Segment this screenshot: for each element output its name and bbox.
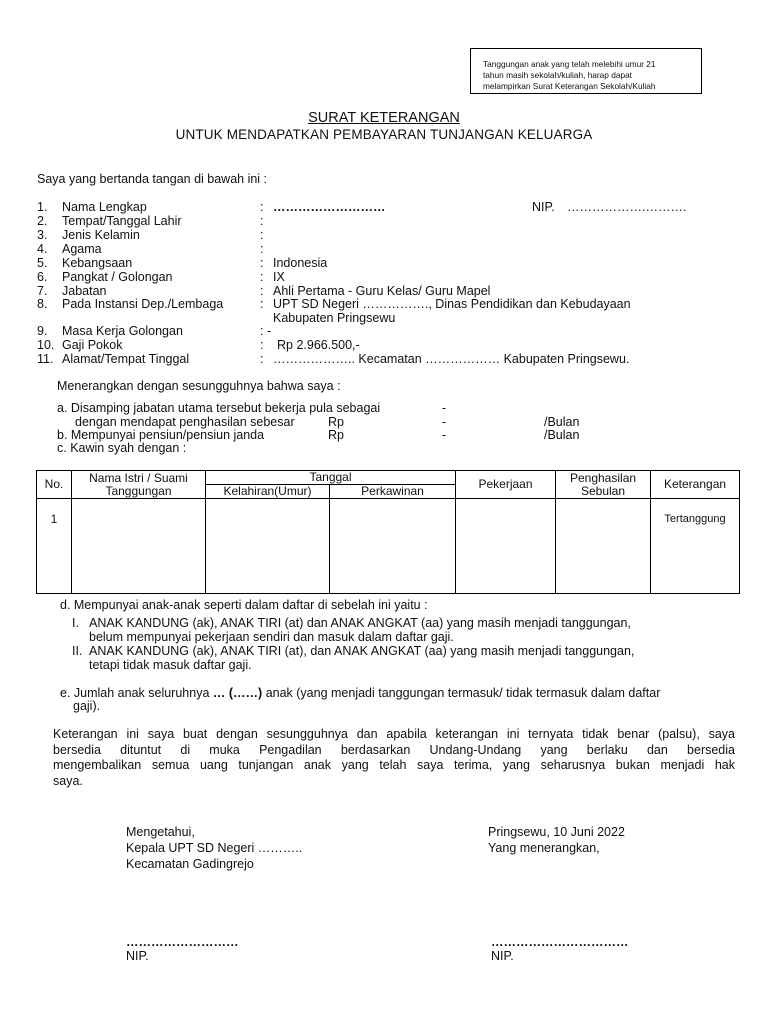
field-colon: : [260, 297, 264, 311]
declaration-text: Menerangkan dengan sesungguhnya bahwa saya : [57, 379, 341, 393]
closing-line-2: bersedia dituntut di muka Pengadilan berdasarkan Undang-Undang yang berlaku dan bersedia [53, 742, 735, 757]
item-e-suffix: anak (yang menjadi tanggungan termasuk/ tidak termasuk dalam daftar [265, 686, 661, 700]
header-name-line-2: Tanggungan [105, 483, 172, 498]
field-number: 2. [37, 214, 48, 228]
table-row [37, 499, 740, 594]
field-value: ……………….. Kecamatan ……………… Kabupaten Pringsewu. [273, 352, 630, 366]
field-number: 3. [37, 228, 48, 242]
field-label: Nama Lengkap [62, 200, 147, 214]
item-a-line-2: dengan mendapat penghasilan sebesar [75, 415, 295, 429]
field-colon: : [260, 242, 264, 256]
item-d-ii-number: II. [72, 644, 83, 658]
field-label: Agama [62, 242, 102, 256]
field-number: 8. [37, 297, 48, 311]
header-date: Tanggal [206, 471, 456, 485]
field-value: Indonesia [273, 256, 328, 270]
cell-no: 1 [37, 499, 72, 594]
field-number: 11. [37, 352, 54, 366]
field-label: Pada Instansi Dep./Lembaga [62, 297, 224, 311]
item-d-i-number: I. [72, 616, 79, 630]
field-colon: : [260, 256, 264, 270]
sign-left-line-3: Kecamatan Gadingrejo [126, 857, 254, 871]
notice-line-1: Tanggungan anak yang telah melebihi umur 21 [483, 59, 656, 69]
field-colon: : [260, 338, 264, 352]
field-colon: : [260, 228, 264, 242]
field-label: Jabatan [62, 284, 107, 298]
field-number: 10. [37, 338, 55, 352]
item-b-dash: - [442, 428, 447, 442]
document-title: SURAT KETERANGAN [308, 110, 460, 126]
field-number: 9. [37, 324, 48, 338]
header-birth: Kelahiran(Umur) [206, 485, 330, 499]
sign-right-dots: …………………………… [491, 935, 629, 949]
item-a-rp: Rp [328, 415, 344, 429]
header-job: Pekerjaan [456, 471, 556, 499]
sign-left-line-1: Mengetahui, [126, 825, 195, 839]
item-e-line-1 [60, 686, 660, 700]
field-value: IX [273, 270, 285, 284]
field-label: Jenis Kelamin [62, 228, 140, 242]
field-colon: : [260, 270, 264, 284]
field-value-continued: Kabupaten Pringsewu [273, 311, 396, 325]
header-income-line-1: Penghasilan [569, 470, 637, 485]
item-d-ii-line-1: ANAK KANDUNG (ak), ANAK TIRI (at), dan ANAK ANGKAT (aa) yang masih menjadi tanggungan, [89, 644, 635, 658]
field-colon: : [260, 324, 264, 338]
item-d-text: d. Mempunyai anak-anak seperti dalam daftar di sebelah ini yaitu : [60, 598, 428, 612]
signature-left [126, 824, 302, 872]
closing-line-3: mengembalikan semua uang tunjangan anak yang telah saya terima, yang seharusnya bukan menjadi hak [53, 758, 735, 772]
field-number: 1. [37, 200, 48, 214]
item-a-line-1: a. Disamping jabatan utama tersebut bekerja pula sebagai [57, 401, 381, 415]
item-c-text: c. Kawin syah dengan : [57, 441, 187, 455]
field-label: Kebangsaan [62, 256, 133, 270]
field-value: UPT SD Negeri ……………., Dinas Pendidikan dan Kebudayaan [273, 297, 631, 311]
nip-label: NIP. [532, 200, 555, 214]
field-number: 5. [37, 256, 48, 270]
field-colon: : [260, 284, 264, 298]
notice-box [470, 48, 702, 94]
item-b-text: b. Mempunyai pensiun/pensiun janda [57, 428, 265, 442]
item-e-count: … (……) [212, 686, 263, 700]
notice-line-2: tahun masih sekolah/kuliah, harap dapat [483, 70, 632, 80]
header-marriage: Perkawinan [330, 485, 456, 499]
field-number: 4. [37, 242, 48, 256]
item-a-dash: - [442, 415, 447, 429]
sign-left-line-2: Kepala UPT SD Negeri ……….. [126, 841, 303, 855]
item-d-i-line-2: belum mempunyai pekerjaan sendiri dan masuk dalam daftar gaji. [89, 630, 454, 644]
sign-right-nip: NIP. [491, 949, 514, 963]
item-a-dash-1: - [442, 401, 447, 415]
item-d-ii-line-2: tetapi tidak masuk daftar gaji. [89, 658, 252, 672]
cell-marriage [330, 499, 456, 594]
cell-birth [206, 499, 330, 594]
sign-right-line-1: Pringsewu, 10 Juni 2022 [488, 825, 625, 839]
field-value: Ahli Pertama - Guru Kelas/ Guru Mapel [273, 284, 491, 298]
field-label: Alamat/Tempat Tinggal [62, 352, 190, 366]
nip-dots: ……………….………. [567, 200, 687, 214]
item-d-i-line-1: ANAK KANDUNG (ak), ANAK TIRI (at) dan ANAK ANGKAT (aa) yang masih menjadi tanggungan, [89, 616, 631, 630]
cell-note: Tertanggung [651, 499, 740, 594]
sign-left-dots: ……………………… [126, 935, 239, 949]
field-colon: : [260, 352, 264, 366]
field-label: Gaji Pokok [62, 338, 123, 352]
spouse-table [36, 470, 740, 594]
cell-income [556, 499, 651, 594]
field-label: Masa Kerja Golongan [62, 324, 183, 338]
header-name-line-1: Nama Istri / Suami [89, 470, 188, 485]
item-a-per-month: /Bulan [544, 415, 580, 429]
header-income [556, 471, 651, 499]
table-header-row [37, 471, 740, 485]
notice-line-3: melampirkan Surat Keterangan Sekolah/Kuliah [483, 81, 656, 91]
closing-line-1: Keterangan ini saya buat dengan sesungguhnya dan apabila keterangan ini ternyata tidak benar (palsu), saya [53, 727, 735, 741]
field-label: Pangkat / Golongan [62, 270, 173, 284]
signature-right [488, 824, 625, 856]
cell-name [72, 499, 206, 594]
document-subtitle: UNTUK MENDAPATKAN PEMBAYARAN TUNJANGAN KELUARGA [175, 127, 593, 142]
field-number: 6. [37, 270, 48, 284]
closing-line-4: saya. [53, 773, 83, 788]
sign-right-line-2: Yang menerangkan, [488, 841, 600, 855]
header-name [72, 471, 206, 499]
item-b-rp: Rp [328, 428, 344, 442]
intro-text: Saya yang bertanda tangan di bawah ini : [37, 172, 268, 186]
item-b-per-month: /Bulan [544, 428, 580, 442]
header-no: No. [37, 471, 72, 499]
cell-job [456, 499, 556, 594]
closing-statement [53, 727, 735, 789]
field-value: - [267, 324, 272, 338]
field-number: 7. [37, 284, 48, 298]
header-note: Keterangan [651, 471, 740, 499]
field-value: Rp 2.966.500,- [277, 338, 360, 352]
field-colon: : [260, 200, 264, 214]
field-label: Tempat/Tanggal Lahir [62, 214, 182, 228]
field-colon: : [260, 214, 264, 228]
item-e-line-2: gaji). [73, 699, 101, 713]
header-income-line-2: Sebulan [580, 483, 626, 498]
item-e-prefix: e. Jumlah anak seluruhnya [60, 686, 210, 700]
sign-left-nip: NIP. [126, 949, 149, 963]
field-value: ……………………… [273, 200, 386, 214]
